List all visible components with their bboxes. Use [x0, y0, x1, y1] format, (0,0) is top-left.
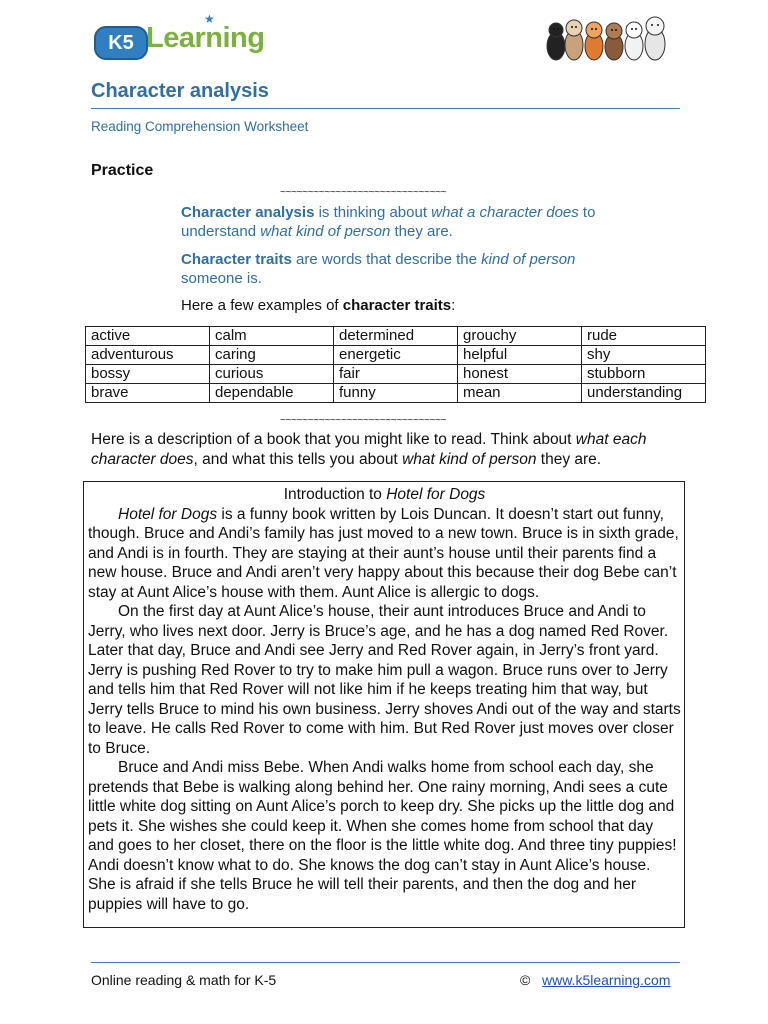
instructions [91, 430, 691, 470]
table-cell: calm [210, 327, 334, 346]
footer-divider [91, 962, 680, 963]
table-cell: curious [210, 365, 334, 384]
table-cell: fair [334, 365, 458, 384]
definition-text: someone is. [181, 270, 262, 287]
story-book-title: Hotel for Dogs [118, 505, 218, 523]
table-cell: dependable [210, 384, 334, 403]
examples-intro-bold: character traits [342, 297, 452, 314]
table-cell: honest [458, 365, 582, 384]
instructions-emphasis: what each character does [91, 431, 647, 468]
examples-intro-text: Here a few examples of [181, 297, 343, 314]
table-cell: rude [582, 327, 706, 346]
definition-text: are words that describe the [291, 251, 482, 268]
story-passage [83, 481, 685, 928]
definition-text: to understand [181, 204, 596, 240]
table-cell: funny [334, 384, 458, 403]
story-title-prefix: Introduction to [283, 486, 387, 503]
logo-k5-box: K5 [94, 26, 148, 60]
logo-wordmark: Learning [146, 22, 265, 54]
table-row [86, 365, 706, 384]
table-cell: stubborn [582, 365, 706, 384]
definition-emphasis: what a character does [431, 204, 579, 221]
story-paragraph: On the first day at Aunt Alice’s house, their aunt introduces Bruce and Andi to Jerry, who lives next door. Jerry is Bruce’s age, and he has a dog named Red Rover. Later that day, Bruce and Andi see Jerry and Red Rover again, in Jerry’s front yard. Jerry is pushing Red Rover to try to make him pull a wagon. Bruce runs over to Jerry and tells him that Red Rover will not like him if he keeps treating him that way, but Jerry tells Bruce to mind his own business. Jerry shoves Andi out of the way and starts to leave. He calls Red Rover to come with him. But Red Rover just moves over closer to Bruce. [88, 603, 681, 757]
table-cell: mean [458, 384, 582, 403]
definition-emphasis: what kind of person [260, 223, 391, 240]
traits-table [85, 326, 706, 403]
instructions-text: , and what this tells you about [193, 451, 403, 468]
page-subtitle: Reading Comprehension Worksheet [91, 119, 309, 134]
table-cell: active [86, 327, 210, 346]
definition-character-analysis [181, 203, 601, 241]
table-row [86, 384, 706, 403]
definition-text: is thinking about [314, 204, 432, 221]
table-cell: grouchy [458, 327, 582, 346]
table-cell: determined [334, 327, 458, 346]
story-title-book: Hotel for Dogs [386, 486, 486, 503]
tilde-divider: ~~~~~~~~~~~~~~~~~~~~~~~~~~~~~~ [280, 415, 447, 426]
story-paragraph [88, 505, 681, 603]
k5-learning-logo [94, 14, 264, 60]
table-cell: shy [582, 346, 706, 365]
definition-term: Character analysis [181, 204, 315, 221]
website-link[interactable]: www.k5learning.com [542, 972, 671, 988]
instructions-emphasis: what kind of person [402, 451, 537, 468]
title-divider [91, 108, 680, 109]
footer-copyright [520, 972, 670, 988]
examples-intro [181, 297, 455, 314]
footer-tagline: Online reading & math for K-5 [91, 972, 277, 988]
page-title: Character analysis [91, 80, 269, 102]
copyright-symbol: © [520, 972, 531, 988]
table-cell: helpful [458, 346, 582, 365]
table-cell: caring [210, 346, 334, 365]
definition-text: they are. [390, 223, 453, 240]
table-row [86, 327, 706, 346]
definition-character-traits [181, 250, 601, 288]
table-cell: bossy [86, 365, 210, 384]
instructions-text: they are. [536, 451, 602, 468]
table-cell: brave [86, 384, 210, 403]
definition-term: Character traits [181, 251, 292, 268]
logo-star-icon: ★ [204, 12, 215, 26]
definition-emphasis: kind of person [481, 251, 576, 268]
dogs-illustration-icon [544, 12, 674, 64]
examples-intro-end: : [451, 297, 456, 314]
story-title [88, 485, 681, 505]
story-paragraph: Bruce and Andi miss Bebe. When Andi walks home from school each day, she pretends that Bebe is walking along behind her. One rainy morning, Andi sees a cute little white dog sitting on Aunt Alice’s porch to keep dry. She picks up the little dog and pets it. She wishes she could keep it. When she comes home from school that day and goes to her closet, there on the floor is the little white dog. And three tiny puppies! Andi doesn’t know what to do. She knows the dog can’t stay in Aunt Alice’s house. She is afraid if she tells Bruce he will tell their parents, and then the dog and her puppies will have to go. [88, 759, 677, 913]
section-heading: Practice [91, 162, 154, 179]
table-cell: adventurous [86, 346, 210, 365]
story-paragraph-text: is a funny book written by Lois Duncan. It doesn’t start out funny, though. Bruce and Andi’s family has just moved to a new town. Bruce is in sixth grade, and Andi is in fourth. They are staying at their aunt’s house until their parents find a new house. Bruce and Andi aren’t very happy about this because their dog Bebe can’t stay at Aunt Alice’s house with them. Aunt Alice is allergic to dogs. [88, 505, 679, 601]
instructions-text: Here is a description of a book that you might like to read. Think about [91, 431, 576, 448]
table-cell: understanding [582, 384, 706, 403]
table-cell: energetic [334, 346, 458, 365]
table-row [86, 346, 706, 365]
tilde-divider: ~~~~~~~~~~~~~~~~~~~~~~~~~~~~~~ [280, 187, 447, 198]
